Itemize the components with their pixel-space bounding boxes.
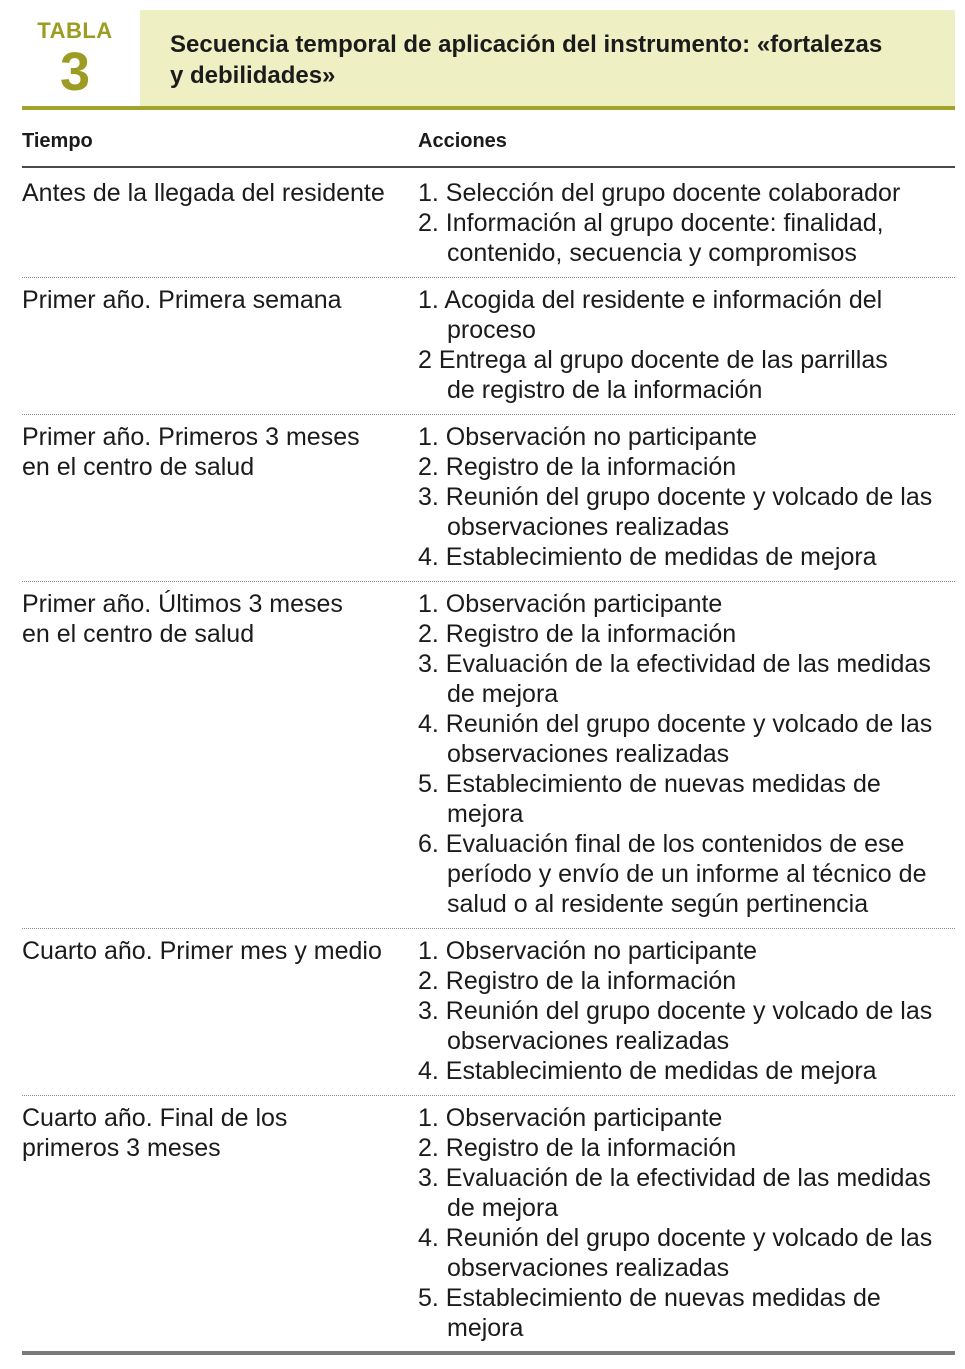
accion-line: 4. Establecimiento de medidas de mejora — [418, 543, 877, 571]
accion-line: observaciones realizadas — [447, 1027, 730, 1055]
accion-line: 1. Observación participante — [418, 590, 723, 618]
acciones-cell — [418, 589, 955, 919]
accion-item — [418, 452, 955, 482]
accion-line: 2. Información al grupo docente: finalidad, — [418, 209, 884, 237]
tiempo-cell — [22, 1103, 418, 1343]
accion-item — [418, 996, 955, 1056]
header-divider — [22, 106, 955, 110]
accion-line: observaciones realizadas — [447, 740, 730, 768]
accion-line: 1. Observación no participante — [418, 423, 758, 451]
tiempo-line: Primer año. Primera semana — [22, 286, 342, 314]
accion-item — [418, 208, 955, 268]
accion-item — [418, 482, 955, 542]
accion-item — [418, 1056, 955, 1086]
table-row — [22, 168, 955, 278]
tiempo-line: Cuarto año. Primer mes y medio — [22, 937, 382, 965]
accion-item — [418, 709, 955, 769]
accion-item — [418, 829, 955, 919]
accion-line: 5. Establecimiento de nuevas medidas de — [418, 770, 881, 798]
table-title-box — [140, 10, 955, 106]
accion-line: salud o al residente según pertinencia — [447, 890, 869, 918]
accion-item — [418, 966, 955, 996]
accion-line: contenido, secuencia y compromisos — [447, 239, 857, 267]
accion-item — [418, 1223, 955, 1283]
accion-item — [418, 1163, 955, 1223]
accion-line: 1. Selección del grupo docente colaborador — [418, 179, 901, 207]
accion-item — [418, 936, 955, 966]
accion-item — [418, 619, 955, 649]
column-header-acciones: Acciones — [418, 130, 507, 152]
accion-line: de mejora — [447, 1194, 559, 1222]
accion-line: de mejora — [447, 680, 559, 708]
accion-line: 2. Registro de la información — [418, 1134, 737, 1162]
accion-line: 3. Reunión del grupo docente y volcado de las — [418, 483, 933, 511]
accion-line: 2. Registro de la información — [418, 967, 737, 995]
table-title-line: y debilidades» — [170, 62, 336, 89]
tiempo-line: en el centro de salud — [22, 620, 255, 648]
accion-line: 2 Entrega al grupo docente de las parrillas — [418, 346, 888, 374]
accion-line: observaciones realizadas — [447, 513, 730, 541]
table-tag-label: TABLA — [37, 18, 113, 43]
accion-item — [418, 542, 955, 572]
tiempo-line: Primer año. Últimos 3 meses — [22, 590, 343, 618]
accion-line: 1. Observación participante — [418, 1104, 723, 1132]
table-body — [22, 168, 955, 1355]
acciones-cell — [418, 178, 955, 268]
accion-item — [418, 285, 955, 345]
table-row — [22, 1096, 955, 1355]
column-header-tiempo: Tiempo — [22, 130, 93, 152]
tiempo-line: Antes de la llegada del residente — [22, 179, 385, 207]
tiempo-line: Cuarto año. Final de los — [22, 1104, 288, 1132]
tiempo-cell — [22, 589, 418, 919]
accion-item — [418, 1103, 955, 1133]
accion-line: mejora — [447, 800, 524, 828]
tiempo-cell — [22, 422, 418, 572]
tiempo-cell — [22, 285, 418, 405]
table-row — [22, 278, 955, 415]
accion-item — [418, 422, 955, 452]
accion-line: 3. Evaluación de la efectividad de las medidas — [418, 1164, 931, 1192]
accion-line: 2. Registro de la información — [418, 620, 737, 648]
acciones-cell — [418, 1103, 955, 1343]
accion-item — [418, 769, 955, 829]
acciones-cell — [418, 285, 955, 405]
table-row — [22, 929, 955, 1096]
accion-item — [418, 178, 955, 208]
accion-line: 4. Establecimiento de medidas de mejora — [418, 1057, 877, 1085]
accion-line: 1. Observación no participante — [418, 937, 758, 965]
accion-line: mejora — [447, 1314, 524, 1342]
table-title-line: Secuencia temporal de aplicación del instrumento: «fortalezas — [170, 31, 883, 58]
table-tag — [22, 18, 128, 102]
table-row — [22, 415, 955, 582]
accion-item — [418, 1283, 955, 1343]
accion-line: observaciones realizadas — [447, 1254, 730, 1282]
tiempo-cell — [22, 178, 418, 268]
accion-line: 3. Reunión del grupo docente y volcado de las — [418, 997, 933, 1025]
tiempo-line: primeros 3 meses — [22, 1134, 221, 1162]
accion-line: 5. Establecimiento de nuevas medidas de — [418, 1284, 881, 1312]
accion-item — [418, 649, 955, 709]
accion-line: 4. Reunión del grupo docente y volcado de las — [418, 710, 933, 738]
table-tag-number: 3 — [59, 42, 91, 102]
tiempo-line: en el centro de salud — [22, 453, 255, 481]
accion-line: 6. Evaluación final de los contenidos de ese — [418, 830, 905, 858]
accion-line: 4. Reunión del grupo docente y volcado de las — [418, 1224, 933, 1252]
tiempo-cell — [22, 936, 418, 1086]
accion-line: proceso — [447, 316, 536, 344]
accion-line: de registro de la información — [447, 376, 763, 404]
accion-line: 3. Evaluación de la efectividad de las medidas — [418, 650, 931, 678]
accion-line: 2. Registro de la información — [418, 453, 737, 481]
table-row — [22, 582, 955, 929]
accion-item — [418, 1133, 955, 1163]
accion-line: 1. Acogida del residente e información del — [418, 286, 883, 314]
acciones-cell — [418, 936, 955, 1086]
tiempo-line: Primer año. Primeros 3 meses — [22, 423, 360, 451]
accion-line: período y envío de un informe al técnico de — [447, 860, 927, 888]
acciones-cell — [418, 422, 955, 572]
accion-item — [418, 589, 955, 619]
accion-item — [418, 345, 955, 405]
